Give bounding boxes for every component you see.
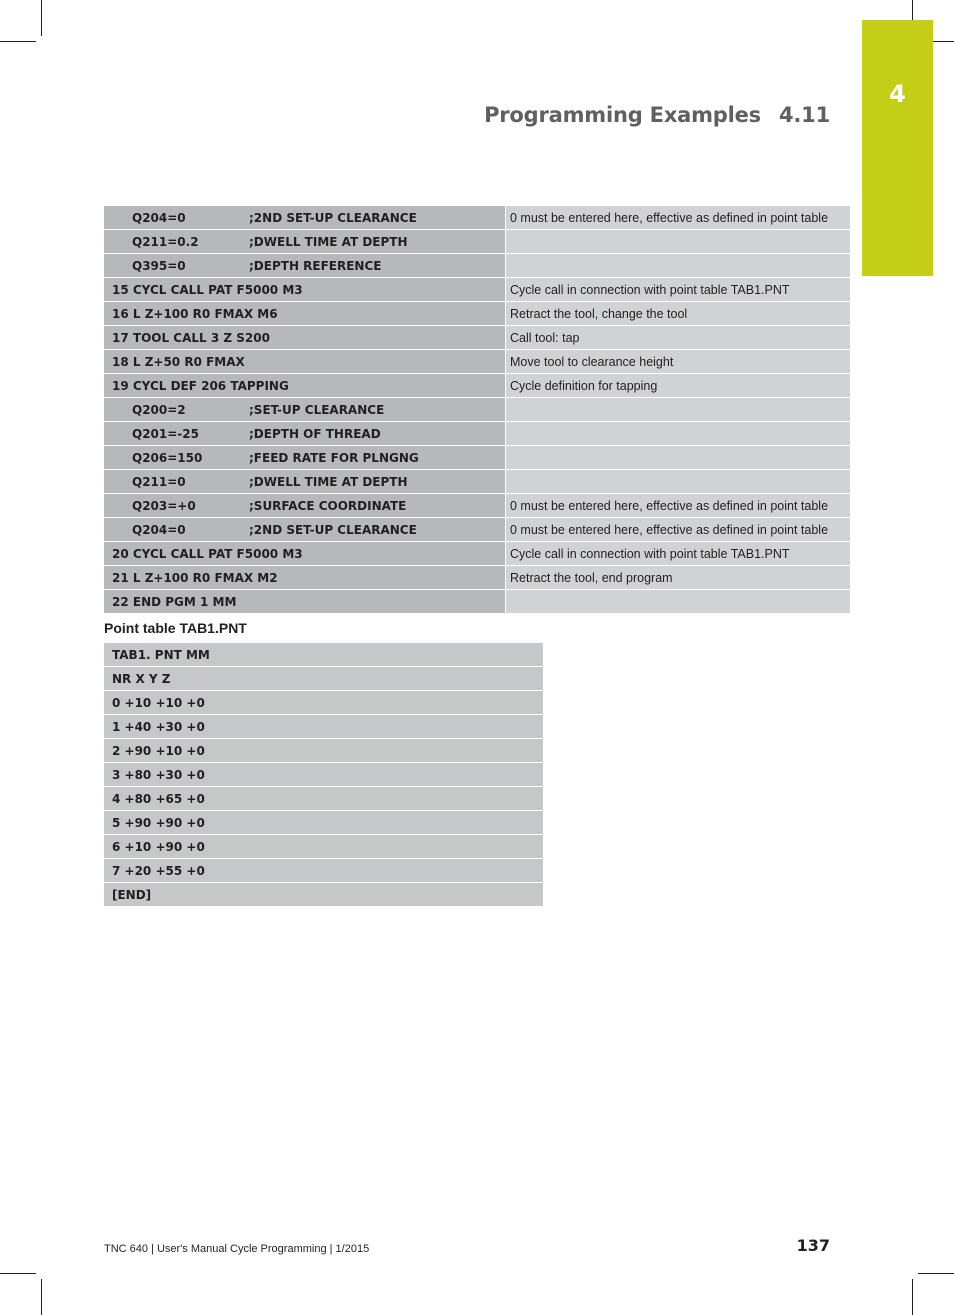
program-comment-cell: Retract the tool, change the tool	[506, 302, 851, 326]
program-code-cell	[104, 422, 506, 446]
program-code-cell: 21 L Z+100 R0 FMAX M2	[104, 566, 506, 590]
program-code-cell	[104, 470, 506, 494]
program-comment-cell	[506, 230, 851, 254]
cycle-parameter: Q395=0	[132, 258, 186, 273]
program-code-cell: 15 CYCL CALL PAT F5000 M3	[104, 278, 506, 302]
parameter-description: ;2ND SET-UP CLEARANCE	[249, 210, 417, 225]
point-table-cell: 1 +40 +30 +0	[104, 715, 543, 739]
point-table-row	[104, 715, 543, 739]
point-table-row	[104, 739, 543, 763]
crop-mark	[918, 1273, 954, 1274]
program-comment-cell: Cycle call in connection with point table TAB1.PNT	[506, 278, 851, 302]
program-comment-cell: Call tool: tap	[506, 326, 851, 350]
point-table-cell: 0 +10 +10 +0	[104, 691, 543, 715]
point-table-row	[104, 691, 543, 715]
cycle-parameter: Q200=2	[132, 402, 186, 417]
program-comment-cell: 0 must be entered here, effective as defined in point table	[506, 494, 851, 518]
point-table-row	[104, 667, 543, 691]
program-comment-cell	[506, 446, 851, 470]
program-comment-cell	[506, 422, 851, 446]
program-row	[104, 302, 850, 326]
program-comment-cell: 0 must be entered here, effective as defined in point table	[506, 518, 851, 542]
point-table-cell: TAB1. PNT MM	[104, 643, 543, 667]
program-row	[104, 566, 850, 590]
parameter-description: ;DWELL TIME AT DEPTH	[249, 234, 408, 249]
program-comment-cell	[506, 590, 851, 614]
program-code-cell	[104, 230, 506, 254]
program-code-cell: 19 CYCL DEF 206 TAPPING	[104, 374, 506, 398]
program-row	[104, 422, 850, 446]
point-table-row	[104, 883, 543, 907]
program-code-cell	[104, 494, 506, 518]
cycle-parameter: Q206=150	[132, 450, 203, 465]
cycle-parameter: Q204=0	[132, 522, 186, 537]
parameter-description: ;FEED RATE FOR PLNGNG	[249, 450, 419, 465]
point-table-cell: [END]	[104, 883, 543, 907]
program-code-cell	[104, 446, 506, 470]
program-row	[104, 590, 850, 614]
point-table-row	[104, 643, 543, 667]
parameter-description: ;DEPTH REFERENCE	[249, 258, 382, 273]
point-table-row	[104, 763, 543, 787]
program-listing-table	[104, 206, 850, 614]
parameter-description: ;DEPTH OF THREAD	[249, 426, 381, 441]
program-code-cell: 16 L Z+100 R0 FMAX M6	[104, 302, 506, 326]
program-code-cell	[104, 398, 506, 422]
program-row	[104, 326, 850, 350]
program-comment-cell: Cycle definition for tapping	[506, 374, 851, 398]
point-table-row	[104, 835, 543, 859]
crop-mark	[912, 1279, 913, 1315]
point-table	[104, 643, 543, 907]
program-row	[104, 494, 850, 518]
program-row	[104, 350, 850, 374]
program-row	[104, 446, 850, 470]
point-table-cell: 2 +90 +10 +0	[104, 739, 543, 763]
crop-mark	[41, 0, 42, 36]
parameter-description: ;2ND SET-UP CLEARANCE	[249, 522, 417, 537]
point-table-row	[104, 859, 543, 883]
point-table-cell: 5 +90 +90 +0	[104, 811, 543, 835]
program-comment-cell: Move tool to clearance height	[506, 350, 851, 374]
program-comment-cell: Cycle call in connection with point table TAB1.PNT	[506, 542, 851, 566]
cycle-parameter: Q211=0.2	[132, 234, 199, 249]
point-table-cell: 6 +10 +90 +0	[104, 835, 543, 859]
program-comment-cell: 0 must be entered here, effective as defined in point table	[506, 206, 851, 230]
program-code-cell: 17 TOOL CALL 3 Z S200	[104, 326, 506, 350]
program-code-cell: 20 CYCL CALL PAT F5000 M3	[104, 542, 506, 566]
program-row	[104, 206, 850, 230]
point-table-row	[104, 811, 543, 835]
program-comment-cell: Retract the tool, end program	[506, 566, 851, 590]
cycle-parameter: Q201=-25	[132, 426, 199, 441]
crop-mark	[0, 41, 36, 42]
cycle-parameter: Q203=+0	[132, 498, 196, 513]
program-code-cell: 18 L Z+50 R0 FMAX	[104, 350, 506, 374]
point-table-cell: 4 +80 +65 +0	[104, 787, 543, 811]
point-table-cell: NR X Y Z	[104, 667, 543, 691]
program-comment-cell	[506, 254, 851, 278]
parameter-description: ;SURFACE COORDINATE	[249, 498, 407, 513]
crop-mark	[41, 1279, 42, 1315]
program-comment-cell	[506, 398, 851, 422]
program-comment-cell	[506, 470, 851, 494]
footer-text: TNC 640 | User's Manual Cycle Programming | 1/2015	[104, 1243, 370, 1255]
point-table-row	[104, 787, 543, 811]
point-table-cell: 7 +20 +55 +0	[104, 859, 543, 883]
program-row	[104, 398, 850, 422]
parameter-description: ;DWELL TIME AT DEPTH	[249, 474, 408, 489]
program-code-cell	[104, 254, 506, 278]
page-number: 137	[796, 1236, 830, 1255]
program-code-cell	[104, 518, 506, 542]
program-row	[104, 470, 850, 494]
crop-mark	[0, 1273, 36, 1274]
chapter-tab	[862, 20, 933, 276]
point-table-cell: 3 +80 +30 +0	[104, 763, 543, 787]
program-row	[104, 278, 850, 302]
cycle-parameter: Q211=0	[132, 474, 186, 489]
header-title: Programming Examples	[484, 103, 761, 127]
program-code-cell	[104, 206, 506, 230]
program-code-cell: 22 END PGM 1 MM	[104, 590, 506, 614]
chapter-number: 4	[889, 80, 906, 108]
header-section: 4.11	[778, 103, 830, 127]
program-row	[104, 374, 850, 398]
program-row	[104, 542, 850, 566]
program-row	[104, 518, 850, 542]
program-row	[104, 230, 850, 254]
page-header	[484, 103, 830, 127]
program-row	[104, 254, 850, 278]
parameter-description: ;SET-UP CLEARANCE	[249, 402, 385, 417]
point-table-caption: Point table TAB1.PNT	[104, 620, 247, 636]
cycle-parameter: Q204=0	[132, 210, 186, 225]
